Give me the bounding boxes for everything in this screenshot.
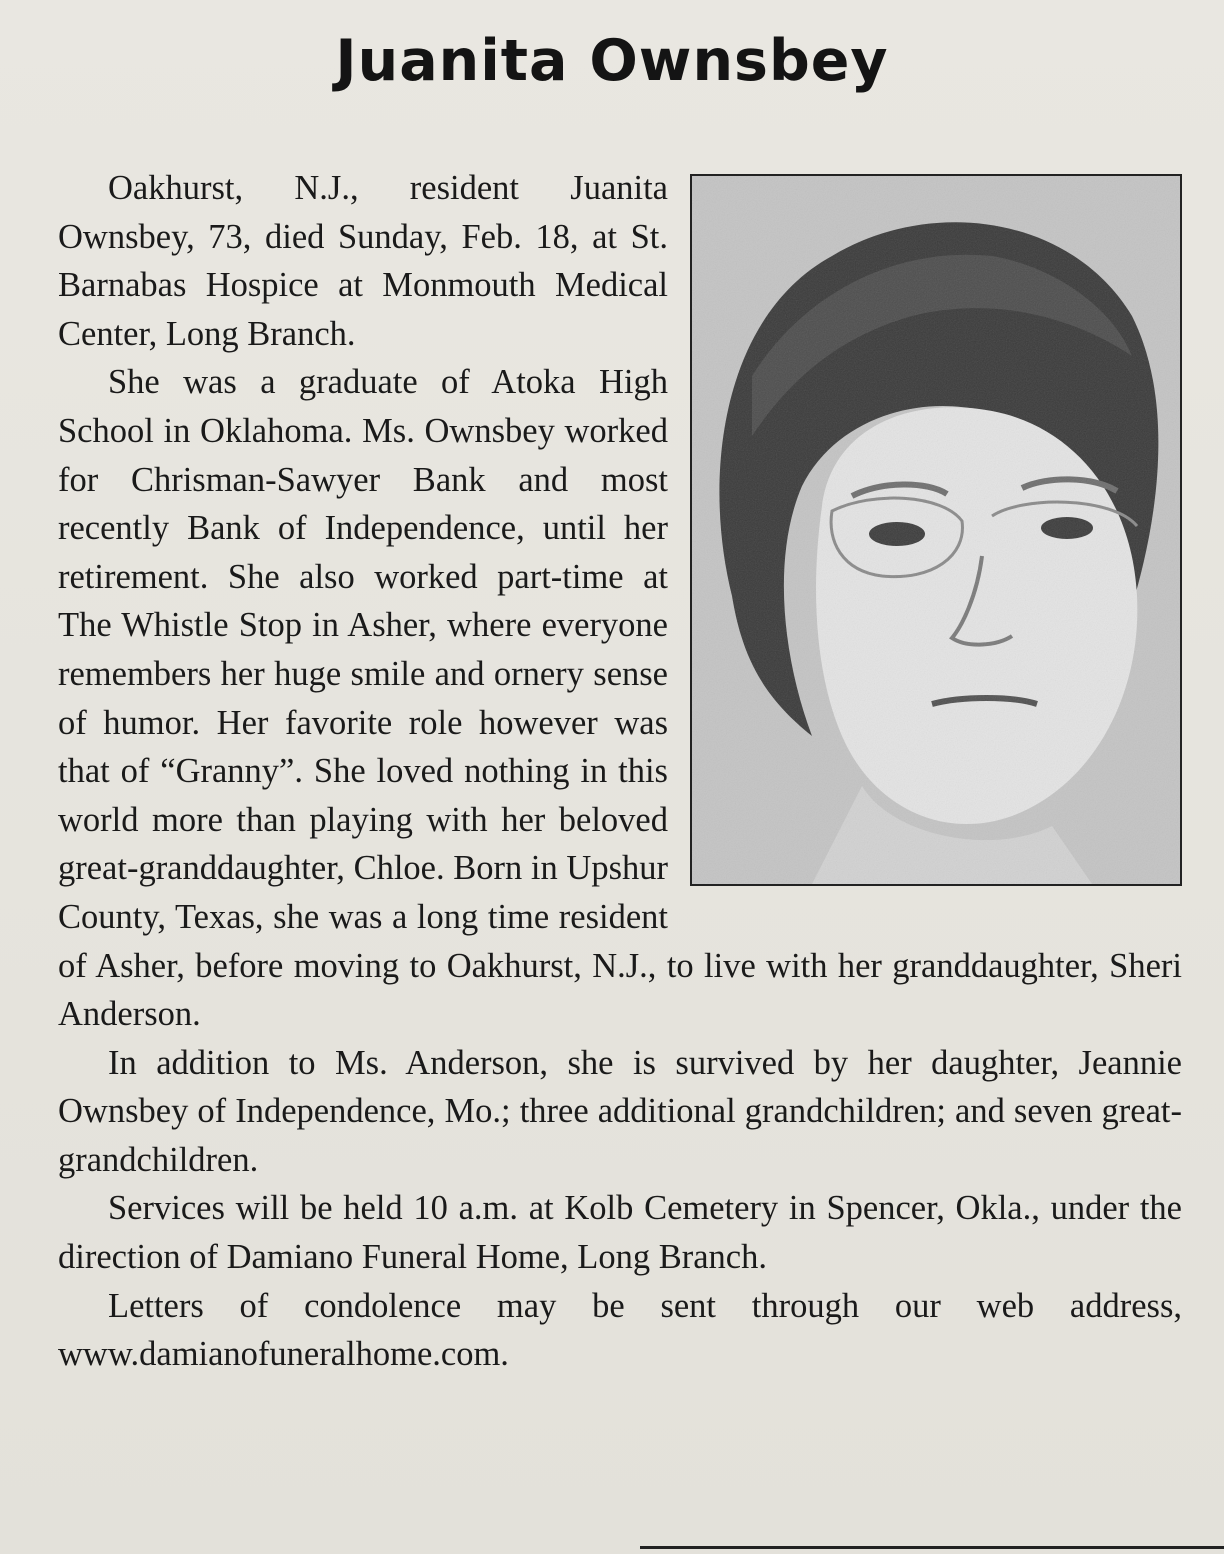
portrait-illustration xyxy=(692,176,1180,884)
obituary-body xyxy=(58,164,1182,1379)
obituary-paragraph: In addition to Ms. Anderson, she is survived by her daughter, Jeannie Ownsbey of Independence, Mo.; three additional grandchildren; and seven great-grandchildren. xyxy=(58,1043,1182,1179)
obituary-paragraph: Oakhurst, N.J., resident Juanita Ownsbey, 73, died Sunday, Feb. 18, at St. Barnabas Hospice at Monmouth Medical Center, Long Branch. xyxy=(58,169,668,353)
obituary-paragraph: Letters of condolence may be sent through our web address, www.damianofuneralhome.com. xyxy=(58,1286,1182,1374)
obituary-paragraph: She was a graduate of Atoka High School in Oklahoma. Ms. Ownsbey worked for Chrisman-Sawyer Bank and most recently Bank of Independence, until her retirement. She also worked part-time at The Whistle Stop in Asher, where everyone remembers her huge smile and ornery sense of humor. Her favorite role however was that of “Granny”. She loved nothing in this world more than playing with her beloved great-granddaughter, Chloe. Born in Upshur County, Texas, she was a long time resident of Asher, before moving to Oakhurst, N.J., to live with her granddaughter, Sheri Anderson. xyxy=(58,363,1182,1034)
obituary-headline: Juanita Ownsbey xyxy=(335,28,889,94)
column-rule xyxy=(640,1546,1224,1549)
portrait-photo xyxy=(690,174,1182,886)
obituary-paragraph: Services will be held 10 a.m. at Kolb Cemetery in Spencer, Okla., under the direction of Damiano Funeral Home, Long Branch. xyxy=(58,1189,1182,1277)
